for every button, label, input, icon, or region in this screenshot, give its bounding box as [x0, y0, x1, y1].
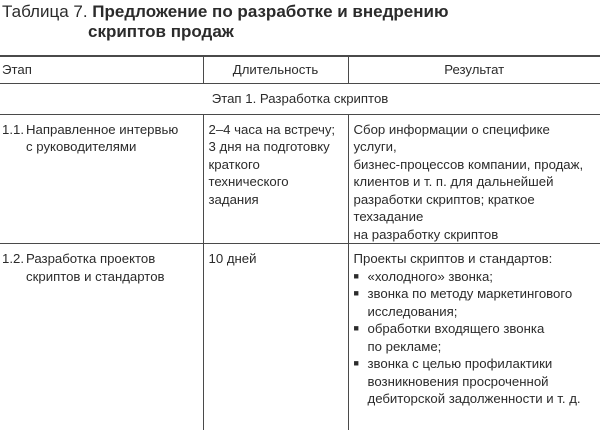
header-duration: Длительность [203, 56, 348, 84]
result-line: на разработку скриптов [354, 226, 597, 244]
duration-line: 3 дня на подготовку [209, 138, 344, 156]
square-bullet-icon: ■ [354, 320, 359, 338]
square-bullet-icon: ■ [354, 285, 359, 303]
stage-section-row [0, 84, 600, 115]
step-name-line1: Направленное интервью [26, 122, 178, 137]
row-duration-cell [203, 114, 348, 244]
list-item-line: возникновения просроченной [368, 373, 597, 391]
caption-number: Таблица 7. [2, 2, 88, 21]
result-intro: Проекты скриптов и стандартов: [354, 250, 597, 268]
result-line: Сбор информации о специфике услуги, [354, 121, 597, 156]
result-bullet-list [354, 268, 597, 408]
step-name-line2: скриптов и стандартов [2, 268, 199, 286]
table-header-row [0, 56, 600, 84]
table-row [0, 114, 600, 244]
list-item-line: «холодного» звонка; [368, 268, 597, 286]
list-item-line: звонка с целью профилактики [368, 355, 597, 373]
result-line: разработки скриптов; краткое техзадание [354, 191, 597, 226]
stage-section-title: Этап 1. Разработка скриптов [0, 84, 600, 115]
list-item [354, 355, 597, 408]
list-item-line: по рекламе; [368, 338, 597, 356]
list-item-line: обработки входящего звонка [368, 320, 597, 338]
duration-line: задания [209, 191, 344, 209]
step-number: 1.1. [2, 121, 26, 139]
duration-line: краткого технического [209, 156, 344, 191]
caption-title-line2: скриптов продаж [88, 22, 234, 42]
square-bullet-icon: ■ [354, 268, 359, 286]
step-name-line1: Разработка проектов [26, 251, 155, 266]
table-caption [2, 0, 448, 23]
list-item [354, 285, 597, 320]
row-result-cell [348, 114, 600, 244]
table-row [0, 244, 600, 430]
list-item-line: звонка по методу маркетингового [368, 285, 597, 303]
result-line: клиентов и т. п. для дальнейшей [354, 173, 597, 191]
list-item [354, 268, 597, 286]
list-item [354, 320, 597, 355]
row-stage-cell [0, 114, 203, 244]
header-result: Результат [348, 56, 600, 84]
header-stage: Этап [0, 56, 203, 84]
row-result-cell [348, 244, 600, 430]
row-duration-cell [203, 244, 348, 430]
result-line: бизнес-процессов компании, продаж, [354, 156, 597, 174]
duration-line: 2–4 часа на встречу; [209, 121, 344, 139]
caption-title-line1: Предложение по разработке и внедрению [92, 2, 448, 21]
list-item-line: исследования; [368, 303, 597, 321]
step-number: 1.2. [2, 250, 26, 268]
row-stage-cell [0, 244, 203, 430]
list-item-line: дебиторской задолженности и т. д. [368, 390, 597, 408]
step-name-line2: с руководителями [2, 138, 199, 156]
sales-scripts-table [0, 55, 600, 430]
duration-value: 10 дней [209, 250, 344, 268]
square-bullet-icon: ■ [354, 355, 359, 373]
